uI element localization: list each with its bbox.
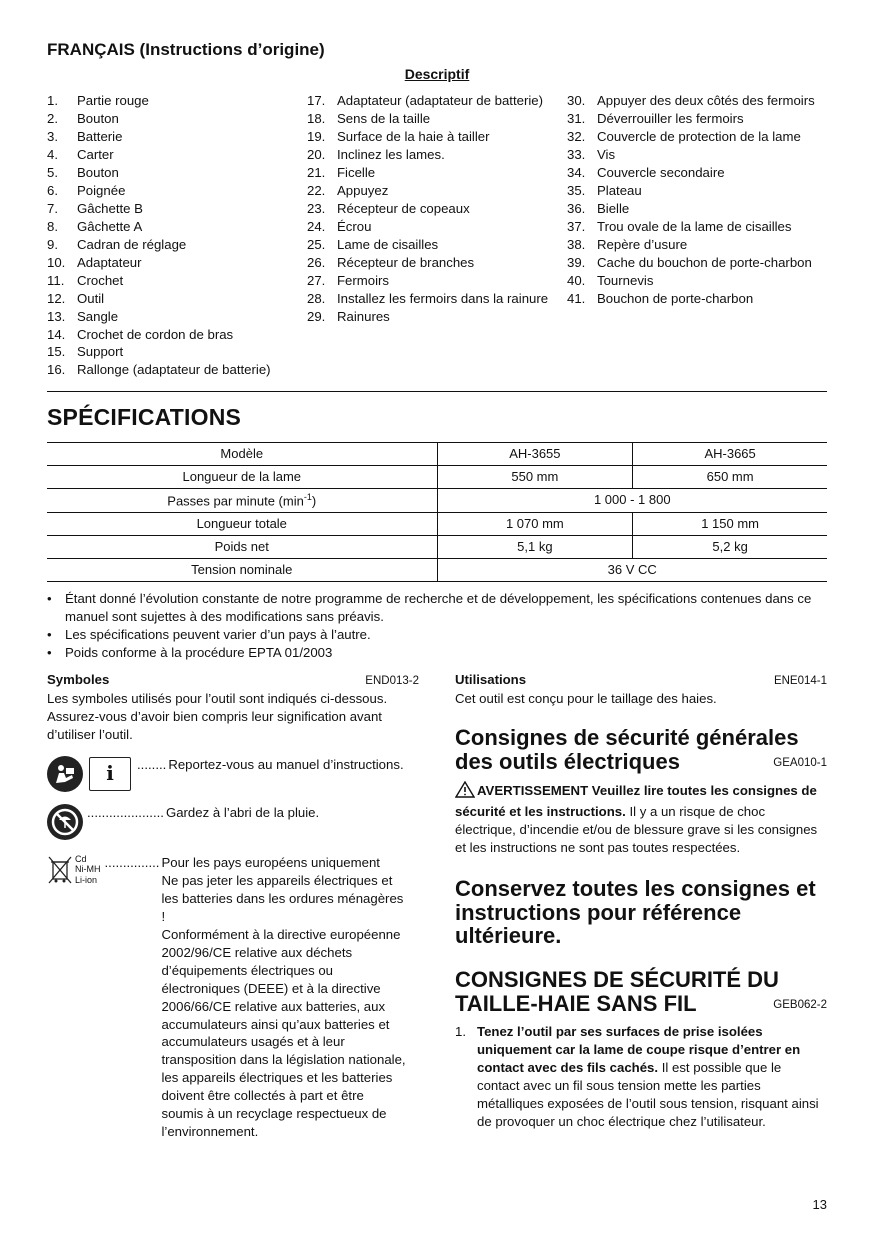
item-label: Cache du bouchon de porte-charbon <box>597 254 812 270</box>
item-label: Crochet <box>77 272 124 288</box>
list-item <box>307 164 553 182</box>
list-item: • Les spécifications peuvent varier d’un pays à l’autre. <box>47 626 827 644</box>
item-label: Vis <box>597 147 616 162</box>
symbol-manual-icons <box>47 756 131 792</box>
item-label: Sens de la taille <box>337 111 431 127</box>
item-number: 40. <box>567 272 586 288</box>
list-item <box>567 182 827 200</box>
list-item <box>307 110 553 128</box>
item-number: 17. <box>307 93 326 109</box>
symbol-dots: ........ <box>137 756 167 772</box>
item-label: Récepteur de branches <box>337 254 475 270</box>
list-item <box>47 326 293 344</box>
item-label: Support <box>77 344 124 360</box>
item-number: 35. <box>567 182 586 198</box>
item-number: 23. <box>307 200 326 216</box>
item-number: 15. <box>47 344 66 360</box>
item-label: Poignée <box>77 182 126 198</box>
item-number: 26. <box>307 254 326 270</box>
list-item <box>307 200 553 218</box>
item-number: 32. <box>567 129 586 145</box>
item-number: 1. <box>47 93 58 109</box>
list-item <box>307 272 553 290</box>
item-label: Adaptateur (adaptateur de batterie) <box>337 93 544 109</box>
item-label: Écrou <box>337 218 372 234</box>
list-item <box>567 128 827 146</box>
item-label: Partie rouge <box>77 93 149 109</box>
item-label: Couvercle de protection de la lame <box>597 129 801 145</box>
table-cell: AH-3655 <box>437 442 633 465</box>
item-number: 10. <box>47 254 66 270</box>
symbol-dots: ..................... <box>87 804 164 820</box>
usage-code: ENE014-1 <box>773 675 827 688</box>
list-item <box>567 236 827 254</box>
item-number: 39. <box>567 254 586 270</box>
list-item <box>567 218 827 236</box>
read-manual-icon <box>47 756 83 792</box>
battery-types <box>75 854 101 885</box>
symbol-rain-row <box>47 804 419 840</box>
battery-type-label: Cd <box>75 853 87 864</box>
language-title: FRANÇAIS (Instructions d’origine) <box>47 40 325 59</box>
item-label: Couvercle secondaire <box>597 164 725 180</box>
warning-bold: AVERTISSEMENT Veuillez lire toutes les consignes de sécurité et les instructions. <box>455 783 817 820</box>
symbol-dots: ............... <box>104 854 160 870</box>
list-item <box>455 1023 827 1131</box>
item-number: 2. <box>47 111 58 127</box>
table-row <box>47 465 827 488</box>
warning-block <box>455 781 827 857</box>
list-item <box>567 290 827 308</box>
keep-dry-icon <box>47 804 83 840</box>
table-cell: 1 150 mm <box>633 512 827 535</box>
item-label: Trou ovale de la lame de cisailles <box>597 218 792 234</box>
symbols-code: END013-2 <box>365 675 419 688</box>
table-row <box>47 535 827 558</box>
item-label: Gâchette B <box>77 200 143 216</box>
general-safety-code: GEA010-1 <box>773 756 827 769</box>
table-cell: 5,1 kg <box>437 535 633 558</box>
symbol-manual-text: Reportez-vous au manuel d’instructions. <box>168 756 404 772</box>
symbol-manual-row <box>47 756 419 792</box>
parts-column-3 <box>567 92 827 379</box>
list-item <box>47 254 293 272</box>
item-number: 12. <box>47 290 66 306</box>
list-item <box>567 92 827 110</box>
item-number: 18. <box>307 111 326 127</box>
parts-column-1 <box>47 92 293 379</box>
item-number: 33. <box>567 147 586 162</box>
list-item <box>567 164 827 182</box>
item-number: 38. <box>567 236 586 252</box>
item-label: Fermoirs <box>337 272 390 288</box>
table-row <box>47 512 827 535</box>
cordless-safety-title: CONSIGNES DE SÉCURITÉ DU TAILLE-HAIE SANS FIL <box>455 967 779 1016</box>
item-number: 30. <box>567 93 586 109</box>
table-cell: 1 000 - 1 800 <box>437 488 827 512</box>
list-item <box>307 308 553 326</box>
item-label: Crochet de cordon de bras <box>77 326 234 342</box>
weee-text-3: Conformément à la directive européenne 2002/96/CE relative aux déchets d’équipements électriques ou électroniques (DEEE) et à la directive 2006/66/CE relative aux batteries, aux accumulateurs ainsi qu’aux batteries et accumulateurs usagés et à leur transposition dans la législation nationale, les appareils électriques et les batteries doivent être collectés à part et être soumis à un recyclage respectueux de l’environnement. <box>161 926 406 1140</box>
list-item <box>47 218 293 236</box>
item-label: Outil <box>77 290 105 306</box>
list-item <box>47 308 293 326</box>
parts-list <box>47 92 827 379</box>
list-item <box>47 110 293 128</box>
item-label: Plateau <box>597 182 642 198</box>
item-number: 20. <box>307 147 326 162</box>
table-row <box>47 442 827 465</box>
cordless-safety-code: GEB062-2 <box>773 998 827 1011</box>
symbols-header <box>47 671 419 690</box>
symbols-title: Symboles <box>47 672 110 688</box>
item-label: Surface de la haie à tailler <box>337 129 490 145</box>
info-book-icon: i <box>89 757 131 791</box>
item-number: 27. <box>307 272 326 288</box>
list-item <box>47 164 293 182</box>
list-item <box>47 92 293 110</box>
general-safety-title: Consignes de sécurité générales des outils électriques <box>455 725 799 774</box>
cordless-safety-list <box>455 1023 827 1131</box>
item-label: Bielle <box>597 200 630 216</box>
list-item: • Étant donné l’évolution constante de notre programme de recherche et de développement, les spécifications contenues dans ce manuel sont sujettes à des modifications sans préavis. <box>47 590 827 626</box>
table-cell: 1 070 mm <box>437 512 633 535</box>
item-label: Appuyez <box>337 182 389 198</box>
item-bold: Tenez l’outil par ses surfaces de prise isolées uniquement car la lame de coupe risque d’entrer en contact avec des fils cachés. <box>477 1024 801 1076</box>
table-cell <box>47 488 437 512</box>
item-number: 13. <box>47 308 66 324</box>
list-item <box>307 290 553 308</box>
item-label: Déverrouiller les fermoirs <box>597 111 744 127</box>
crossed-bin-icon <box>47 854 73 889</box>
list-item: • Poids conforme à la procédure EPTA 01/2003 <box>47 644 827 662</box>
item-number: 22. <box>307 182 326 198</box>
table-cell: Modèle <box>47 442 437 465</box>
list-item <box>307 92 553 110</box>
item-number: 31. <box>567 111 586 127</box>
item-number: 37. <box>567 218 586 234</box>
item-body <box>477 1023 827 1131</box>
item-label: Tournevis <box>597 272 654 288</box>
item-label: Installez les fermoirs dans la rainure <box>337 290 549 306</box>
page <box>47 38 827 1141</box>
keep-instructions-title: Conservez toutes les consignes et instructions pour référence ultérieure. <box>455 875 816 949</box>
item-number: 24. <box>307 218 326 234</box>
item-label: Bouton <box>77 111 119 127</box>
symbol-weee-row <box>47 854 419 1141</box>
table-cell: 650 mm <box>633 465 827 488</box>
list-item <box>47 272 293 290</box>
item-number: 11. <box>47 272 65 288</box>
item-number: 6. <box>47 182 58 198</box>
battery-type-label: Ni-MH <box>75 864 101 875</box>
warning-triangle-icon <box>455 781 475 803</box>
table-cell: AH-3665 <box>633 442 827 465</box>
item-number: 1. <box>455 1024 466 1040</box>
item-number: 9. <box>47 236 58 252</box>
item-number: 14. <box>47 326 66 342</box>
item-number: 25. <box>307 236 326 252</box>
item-label: Cadran de réglage <box>77 236 187 252</box>
list-item <box>307 182 553 200</box>
table-cell: Tension nominale <box>47 558 437 581</box>
list-item <box>47 236 293 254</box>
list-item <box>567 110 827 128</box>
item-number: 16. <box>47 362 66 378</box>
item-label: Inclinez les lames. <box>337 147 445 162</box>
list-item <box>47 200 293 218</box>
passes-label-sup: -1 <box>303 491 312 502</box>
list-item <box>307 146 553 164</box>
battery-type-label: Li-ion <box>75 874 98 885</box>
table-cell: Longueur totale <box>47 512 437 535</box>
page-number: 13 <box>812 1197 827 1212</box>
symbols-intro-1: Les symboles utilisés pour l’outil sont indiqués ci-dessous. <box>47 691 388 707</box>
table-cell: 550 mm <box>437 465 633 488</box>
list-item <box>307 218 553 236</box>
item-number: 28. <box>307 290 326 306</box>
list-item <box>567 146 827 164</box>
weee-text-2: Ne pas jeter les appareils électriques et les batteries dans les ordures ménagères ! <box>161 872 404 924</box>
list-item <box>47 361 293 379</box>
item-number: 5. <box>47 164 58 180</box>
usage-title: Utilisations <box>455 672 527 688</box>
item-label: Appuyer des deux côtés des fermoirs <box>597 93 815 109</box>
specifications-title: SPÉCIFICATIONS <box>47 404 242 431</box>
list-item <box>47 290 293 308</box>
item-number: 8. <box>47 218 58 234</box>
item-label: Batterie <box>77 129 123 145</box>
item-label: Adaptateur <box>77 254 142 270</box>
item-number: 21. <box>307 164 326 180</box>
item-number: 36. <box>567 200 586 216</box>
list-item <box>567 272 827 290</box>
table-cell: 5,2 kg <box>633 535 827 558</box>
list-item <box>307 128 553 146</box>
item-label: Carter <box>77 147 114 162</box>
item-number: 3. <box>47 129 58 145</box>
divider <box>47 391 827 392</box>
general-safety-header <box>455 726 827 774</box>
symbols-intro-2: Assurez-vous d’avoir bien compris leur signification avant d’utiliser l’outil. <box>47 709 382 742</box>
usage-text: Cet outil est conçu pour le taillage des haies. <box>455 691 717 707</box>
symbol-weee-text <box>161 854 406 1141</box>
two-column-body <box>47 671 827 1141</box>
item-text: Il est possible que le contact avec un fil sous tension mette les parties métalliques exposées de l’outil sous tension, risquant ainsi de provoquer un choc électrique chez l’utilisateur. <box>477 1060 819 1130</box>
item-number: 29. <box>307 308 326 324</box>
item-number: 4. <box>47 147 58 162</box>
item-label: Repère d’usure <box>597 236 688 252</box>
list-item <box>307 236 553 254</box>
item-number: 19. <box>307 129 326 145</box>
list-item <box>567 200 827 218</box>
descriptif-title: Descriptif <box>404 66 470 83</box>
item-label: Lame de cisailles <box>337 236 439 252</box>
passes-label-suffix: ) <box>311 492 317 508</box>
item-label: Sangle <box>77 308 119 324</box>
item-label: Récepteur de copeaux <box>337 200 470 216</box>
passes-label: Passes par minute (min <box>167 492 304 508</box>
list-item <box>307 254 553 272</box>
item-label: Ficelle <box>337 164 376 180</box>
specifications-table <box>47 442 827 582</box>
parts-column-2 <box>307 92 553 379</box>
item-number: 41. <box>567 290 586 306</box>
right-column <box>455 671 827 1141</box>
item-label: Rallonge (adaptateur de batterie) <box>77 362 271 378</box>
weee-text-1: Pour les pays européens uniquement <box>161 854 380 870</box>
symbol-rain-text: Gardez à l’abri de la pluie. <box>165 804 320 820</box>
warning-text: Il y a un risque de choc électrique, d’incendie et/ou de blessure grave si les consignes et les instructions ne sont pas toutes respectées. <box>455 804 818 856</box>
left-column <box>47 671 419 1141</box>
table-cell: Poids net <box>47 535 437 558</box>
item-number: 7. <box>47 200 58 216</box>
list-item <box>47 343 293 361</box>
item-number: 34. <box>567 164 586 180</box>
usage-header <box>455 671 827 690</box>
list-item <box>47 146 293 164</box>
table-row <box>47 488 827 512</box>
table-cell: Longueur de la lame <box>47 465 437 488</box>
table-cell: 36 V CC <box>437 558 827 581</box>
spec-notes <box>47 590 827 662</box>
item-label: Bouchon de porte-charbon <box>597 290 754 306</box>
item-label: Gâchette A <box>77 218 143 234</box>
list-item <box>47 128 293 146</box>
item-label: Rainures <box>337 308 390 324</box>
table-row <box>47 558 827 581</box>
list-item <box>567 254 827 272</box>
list-item <box>47 182 293 200</box>
item-label: Bouton <box>77 164 119 180</box>
